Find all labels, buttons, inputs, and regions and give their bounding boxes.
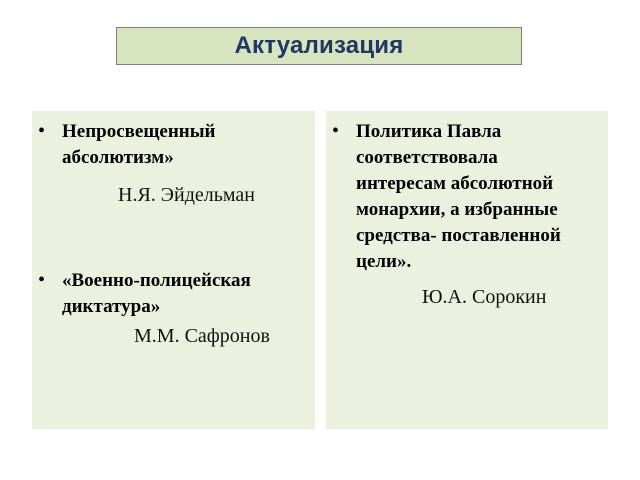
left-panel [32,111,315,429]
quote-author: Н.Я. Эйдельман [118,184,255,206]
quote-line: «Военно-полицейская [62,270,251,291]
right-panel [326,111,608,429]
title-box [116,27,522,65]
quote-text [62,268,251,320]
quote-line: средства- поставленной [356,225,561,246]
bullet-icon: • [38,120,46,142]
quote-line: интересам абсолютной [356,173,554,194]
quote-line: диктатура» [62,296,161,317]
quote-author: М.М. Сафронов [134,325,270,347]
quote-text [62,119,216,171]
quote-line: соответствовала [356,147,498,168]
quote-author: Ю.А. Сорокин [422,286,547,308]
quote-text [356,119,561,275]
quote-line: Непросвещенный [62,121,216,142]
quote-line: абсолютизм» [62,147,174,168]
quote-line: Политика Павла [356,121,502,142]
quote-line: цели». [356,251,412,272]
quote-line: монархии, а избранные [356,199,558,220]
slide-title: Актуализация [234,32,404,59]
bullet-icon: • [38,269,46,291]
bullet-icon: • [332,120,340,142]
